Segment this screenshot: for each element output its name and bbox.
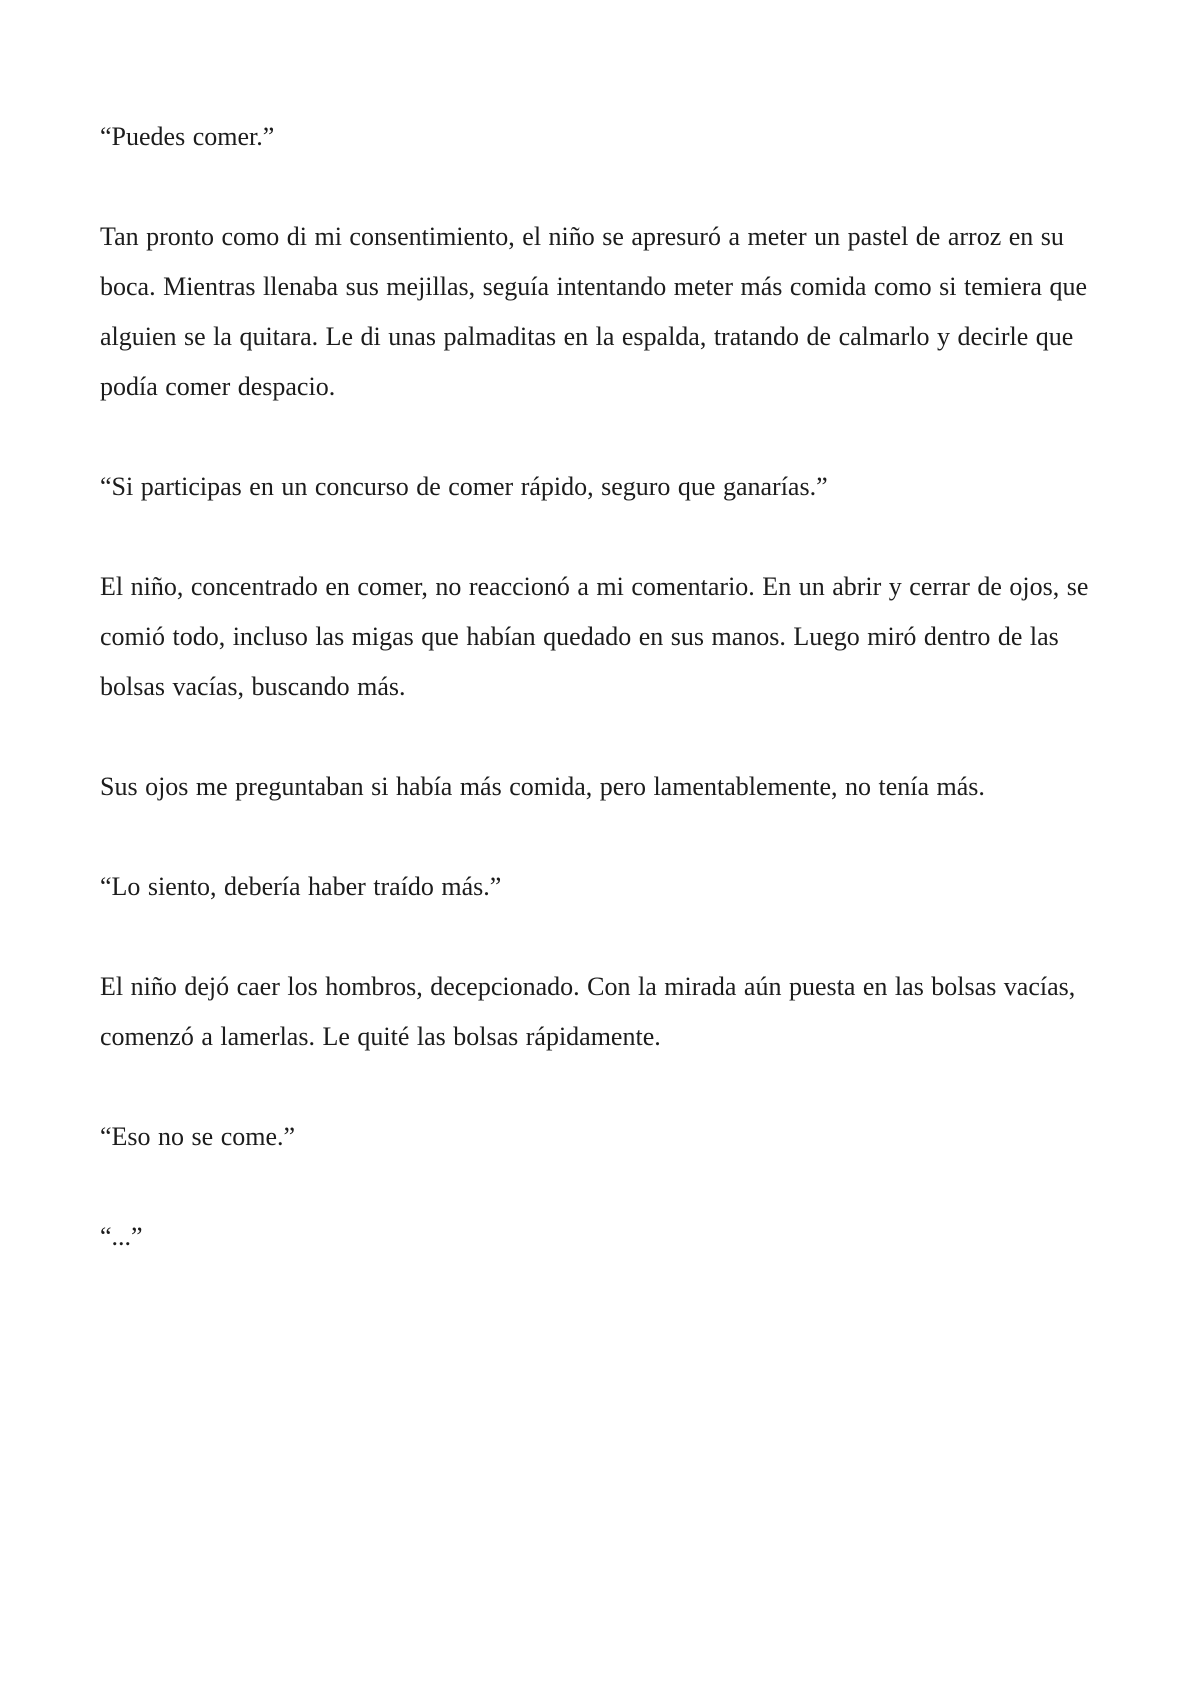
paragraph: El niño, concentrado en comer, no reaccionó a mi comentario. En un abrir y cerrar de ojos, se comió todo, incluso las migas que habían quedado en sus manos. Luego miró dentro de las bolsas vacías, buscando más.	[100, 572, 1089, 701]
paragraph: “...”	[100, 1222, 143, 1251]
document-body	[100, 112, 1104, 1262]
paragraph: “Puedes comer.”	[100, 122, 275, 151]
paragraph: El niño dejó caer los hombros, decepcionado. Con la mirada aún puesta en las bolsas vacías, comenzó a lamerlas. Le quité las bolsas rápidamente.	[100, 972, 1076, 1051]
paragraph: “Eso no se come.”	[100, 1122, 296, 1151]
paragraph: Tan pronto como di mi consentimiento, el niño se apresuró a meter un pastel de arroz en su boca. Mientras llenaba sus mejillas, seguía intentando meter más comida como si temiera que alguien se la quitara. Le di unas palmaditas en la espalda, tratando de calmarlo y decirle que podía comer despacio.	[100, 222, 1087, 401]
paragraph: “Lo siento, debería haber traído más.”	[100, 872, 502, 901]
paragraph: Sus ojos me preguntaban si había más comida, pero lamentablemente, no tenía más.	[100, 772, 985, 801]
paragraph: “Si participas en un concurso de comer rápido, seguro que ganarías.”	[100, 472, 828, 501]
